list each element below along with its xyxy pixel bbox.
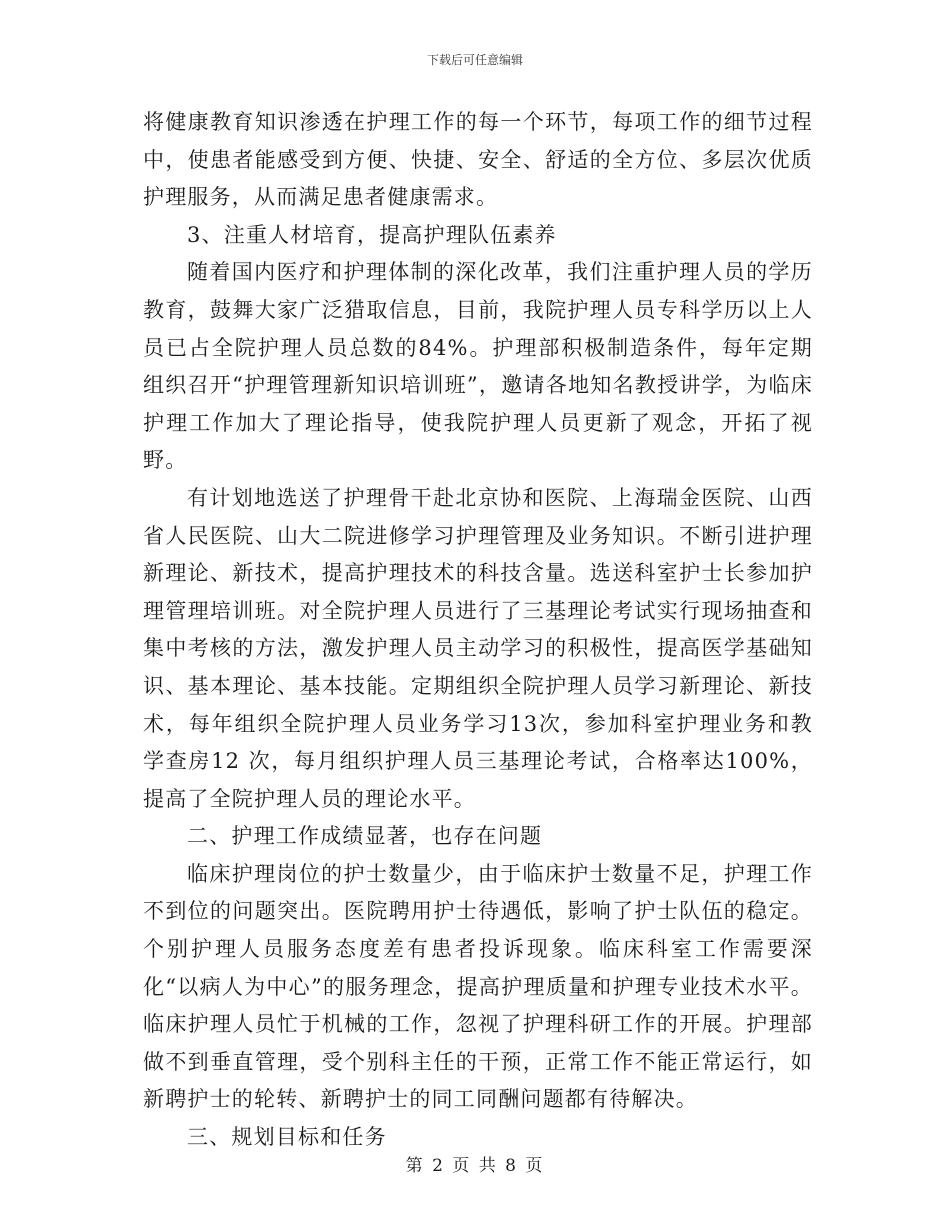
document-body <box>143 104 813 1157</box>
section-heading: 三、规划目标和任务 <box>187 1125 387 1150</box>
section-heading: 二、护理工作成绩显著，也存在问题 <box>187 824 543 849</box>
paragraph: 有计划地选送了护理骨干赴北京协和医院、上海瑞金医院、山西省人民医院、山大二院进修学习护理管理及业务知识。不断引进护理新理论、新技术，提高护理技术的科技含量。选送科室护士长参加护理管理培训班。对全院护理人员进行了三基理论考试实行现场抽查和集中考核的方法，激发护理人员主动学习的积极性，提高医学基础知识、基本理论、基本技能。定期组织全院护理人员学习新理论、新技术，每年组织全院护理人员业务学习13次，参加科室护理业务和教学查房12 次，每月组织护理人员三基理论考试，合格率达100%，提高了全院护理人员的理论水平。 <box>143 485 813 811</box>
paragraph: 将健康教育知识渗透在护理工作的每一个环节，每项工作的细节过程中，使患者能感受到方便、快捷、安全、舒适的全方位、多层次优质护理服务，从而满足患者健康需求。 <box>143 110 813 210</box>
paragraph: 临床护理岗位的护士数量少，由于临床护士数量不足，护理工作不到位的问题突出。医院聘用护士待遇低，影响了护士队伍的稳定。个别护理人员服务态度差有患者投诉现象。临床科室工作需要深化“以病人为中心”的服务理念，提高护理质量和护理专业技术水平。临床护理人员忙于机械的工作，忽视了护理科研工作的开展。护理部做不到垂直管理，受个别科主任的干预，正常工作不能正常运行，如新聘护士的轮转、新聘护士的同工同酬问题都有待解决。 <box>143 861 813 1112</box>
page-header: 下载后可任意编辑 <box>426 53 523 67</box>
section-heading: 3、注重人材培育，提高护理队伍素养 <box>187 222 557 247</box>
page-number: 第 2 页 共 8 页 <box>405 1156 545 1176</box>
paragraph: 随着国内医疗和护理体制的深化改革，我们注重护理人员的学历教育，鼓舞大家广泛猎取信息，目前，我院护理人员专科学历以上人员已占全院护理人员总数的84%。护理部积极制造条件，每年定期组织召开“护理管理新知识培训班”，邀请各地知名教授讲学，为临床护理工作加大了理论指导，使我院护理人员更新了观念，开拓了视野。 <box>143 260 813 473</box>
